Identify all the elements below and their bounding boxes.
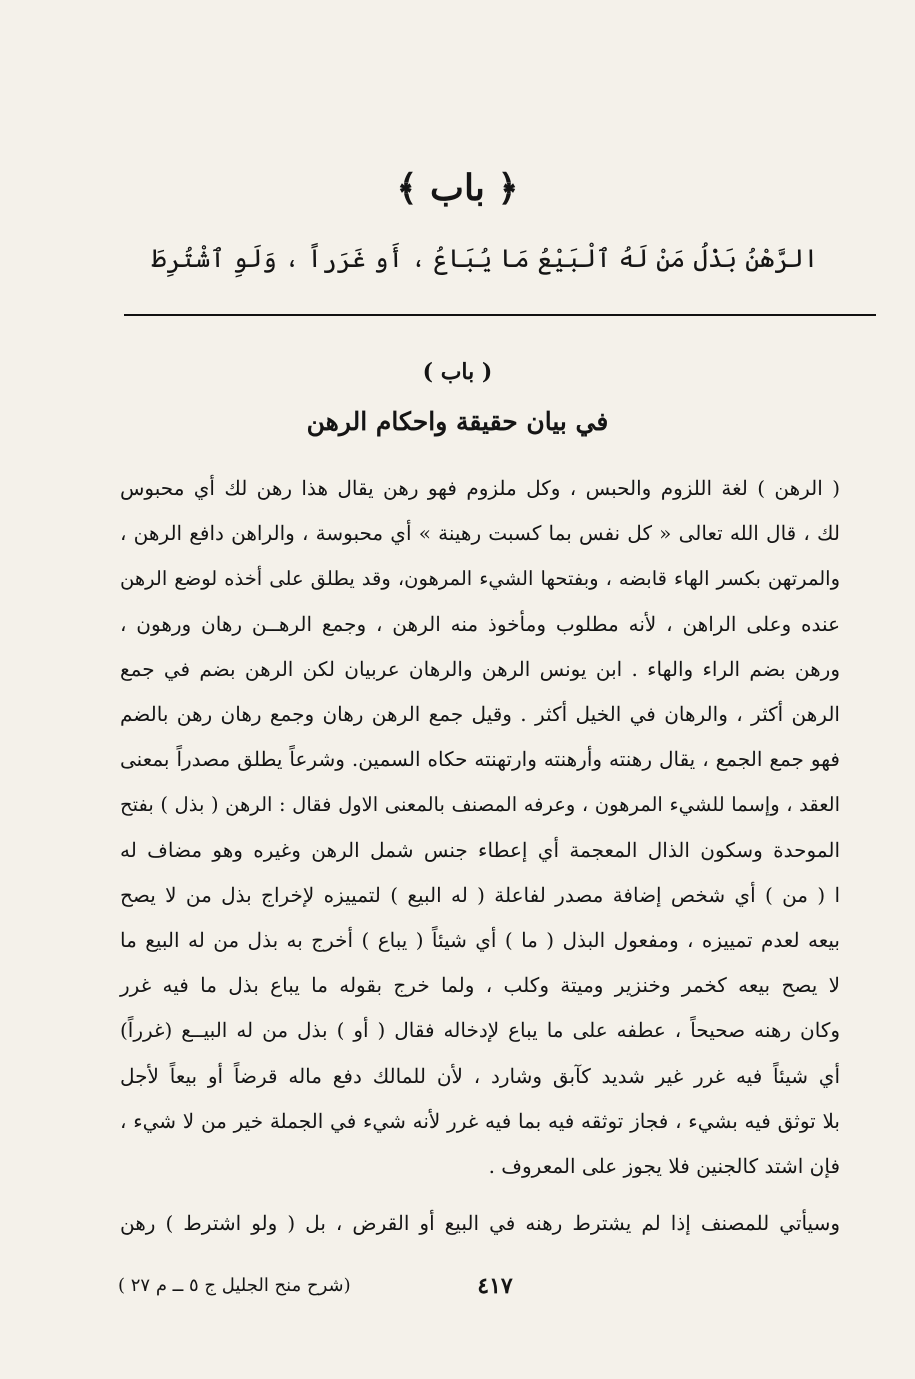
commentary-line: العقد ، وإسما للشيء المرهون ، وعرفه المصنف بالمعنى الاول فقال : الرهن ( بذل ) بفتح <box>120 793 840 817</box>
commentary-line: لك ، قال الله تعالى « كل نفس بما كسبت رهينة » أي محبوسة ، والراهن دافع الرهن ، <box>120 521 840 546</box>
commentary-line: بلا توثق فيه بشيء ، فجاز توثقه فيه بما فيه غرر لأنه شيء في الجملة خير من لا شيء ، <box>120 1108 840 1133</box>
page-number: ٤١٧ <box>477 1273 513 1299</box>
commentary-body <box>120 466 840 1189</box>
commentary-line: أي شيئاً فيه غرر غير شديد كآبق وشارد ، لأن للمالك دفع ماله قرضاً أو بيعاً لأجل <box>120 1063 840 1088</box>
commentary-line: ورهن بضم الراء والهاء . ابن يونس الرهن والرهان عربيان لكن الرهن بضم في جمع <box>120 656 840 681</box>
commentary-line: الموحدة وسكون الذال المعجمة أي إعطاء جنس شمل الرهن وغيره وهو مضاف له <box>120 837 840 862</box>
commentary-line: فإن اشتد كالجنين فلا يجوز على المعروف . <box>488 1154 840 1179</box>
commentary-line: ا ( من ) أي شخص إضافة مصدر لفاعلة ( له البيع ) لتمييزه لإخراج بذل من لا يصح <box>120 882 840 907</box>
footer-source-note: (شرح منح الجليل ج ٥ ــ م ٢٧ ) <box>118 1275 351 1296</box>
commentary-title: في بيان حقيقة واحكام الرهن <box>306 407 609 436</box>
commentary-heading: ( باب ) <box>422 359 493 385</box>
chapter-heading: ﴿ باب ﴾ <box>396 167 519 209</box>
commentary-line: ( الرهن ) لغة اللزوم والحبس ، وكل ملزوم فهو رهن يقال هذا رهن لك أي محبوس <box>120 476 840 500</box>
commentary-line: لا يصح بيعه كخمر وخنزير وميتة وكلب ، ولما خرج بقوله ما يباع بذل ما فيه غرر <box>120 973 840 998</box>
divider-rule <box>124 314 876 316</box>
commentary-line: فهو جمع الجمع ، يقال رهنته وأرهنته وارتهنته حكاه السمين. وشرعاً يطلق مصدراً بمعنى <box>120 747 840 772</box>
commentary-line: والمرتهن بكسر الهاء قابضه ، وبفتحها الشيء المرهون، وقد يطلق على أخذه لوضع الرهن <box>120 567 840 591</box>
commentary-line: الرهن أكثر ، والرهان في الخيل أكثر . وقيل جمع الرهن رهان وجمع رهان رهن بالضم <box>120 702 840 727</box>
commentary-line: عنده وعلى الراهن ، لأنه مطلوب ومأخوذ منه الرهن ، وجمع الرهــن رهان ورهون ، <box>120 611 840 636</box>
matn-text: الرَّهْنُ بَذْلُ مَنْ لَهُ ٱلْبَيْعُ مَا يُبَاعُ ، أَو غَرَراً ، وَلَوِ ٱشْتُرِطَ <box>151 244 819 273</box>
continuation-paragraph: وسيأتي للمصنف إذا لم يشترط رهنه في البيع أو القرض ، بل ( ولو اشترط ) رهن <box>120 1211 840 1235</box>
commentary-line: وكان رهنه صحيحاً ، عطفه على ما يباع لإدخاله فقال ( أو ) بذل من له البيــع (غرراً) <box>120 1018 840 1043</box>
commentary-line: بيعه لعدم تمييزه ، ومفعول البذل ( ما ) أي شيئاً ( يباع ) أخرج به بذل من له البيع ما <box>120 928 840 953</box>
